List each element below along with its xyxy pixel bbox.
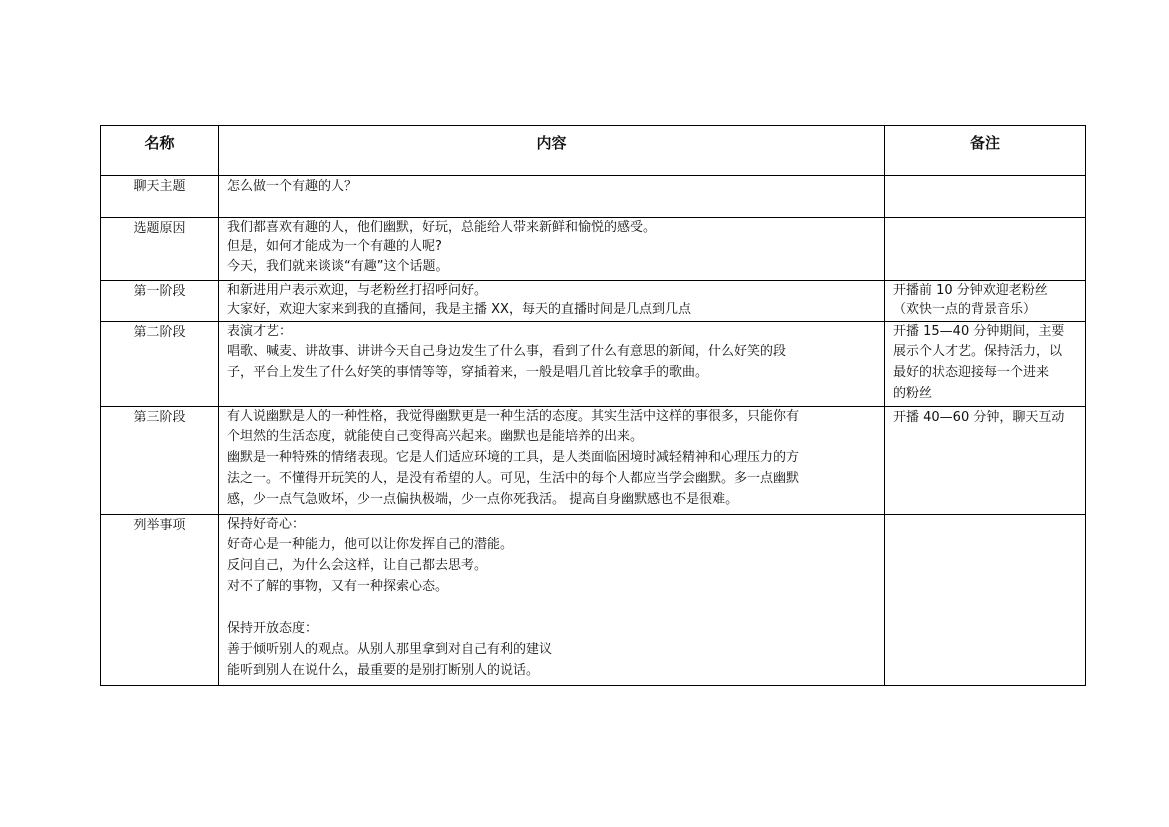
content-line-blank <box>227 597 876 618</box>
content-line: 法之一。不懂得开玩笑的人，是没有希望的人。可见，生活中的每个人都应当学会幽默。多一点幽默 <box>227 471 800 486</box>
header-name: 名称 <box>101 126 219 176</box>
table-row <box>101 281 1086 322</box>
content-line: 幽默是一种特殊的情绪表现。它是人们适应环境的工具，是人类面临困境时减轻精神和心理压力的方 <box>227 450 800 465</box>
row-notes <box>885 515 1086 686</box>
notes-line: 开播 40—60 分钟，聊天互动 <box>893 410 1065 425</box>
content-line: 对不了解的事物，又有一种探索心态。 <box>227 579 449 594</box>
row-notes <box>885 218 1086 281</box>
table-row <box>101 322 1086 407</box>
content-line: 大家好，欢迎大家来到我的直播间，我是主播 XX，每天的直播时间是几点到几点 <box>227 302 691 317</box>
row-name: 第二阶段 <box>101 322 219 407</box>
content-line: 保持开放态度： <box>227 621 319 636</box>
content-line: 和新进用户表示欢迎，与老粉丝打招呼问好。 <box>227 283 488 298</box>
content-line: 表演才艺： <box>227 324 293 339</box>
content-line: 个坦然的生活态度，就能使自己变得高兴起来。幽默也是能培养的出来。 <box>227 429 644 444</box>
row-name: 聊天主题 <box>101 176 219 218</box>
row-notes <box>885 322 1086 407</box>
header-notes: 备注 <box>885 126 1086 176</box>
row-name: 列举事项 <box>101 515 219 686</box>
notes-line: （欢快一点的背景音乐） <box>893 302 1037 317</box>
row-content <box>219 407 885 515</box>
content-line: 反问自己，为什么会这样，让自己都去思考。 <box>227 558 488 573</box>
row-content <box>219 515 885 686</box>
notes-line: 的粉丝 <box>893 386 933 401</box>
row-notes <box>885 407 1086 515</box>
table-row <box>101 407 1086 515</box>
row-content <box>219 176 885 218</box>
table-row <box>101 218 1086 281</box>
notes-line: 开播前 10 分钟欢迎老粉丝 <box>893 283 1048 298</box>
content-line: 感，少一点气急败坏，少一点偏执极端，少一点你死我活。 提高自身幽默感也不是很难。 <box>227 492 739 507</box>
content-line: 怎么做一个有趣的人？ <box>227 179 358 194</box>
content-line: 我们都喜欢有趣的人，他们幽默，好玩，总能给人带来新鲜和愉悦的感受。 <box>227 220 657 235</box>
table-row <box>101 176 1086 218</box>
row-notes <box>885 281 1086 322</box>
row-content <box>219 218 885 281</box>
notes-line: 展示个人才艺。保持活力，以 <box>893 344 1063 359</box>
row-name: 第三阶段 <box>101 407 219 515</box>
row-notes <box>885 176 1086 218</box>
content-line: 保持好奇心： <box>227 517 306 532</box>
content-line: 能听到别人在说什么，最重要的是别打断别人的说话。 <box>227 663 540 678</box>
row-name: 选题原因 <box>101 218 219 281</box>
content-line: 善于倾听别人的观点。从别人那里拿到对自己有利的建议 <box>227 642 553 657</box>
content-line: 但是，如何才能成为一个有趣的人呢? <box>227 239 442 254</box>
table-row <box>101 515 1086 686</box>
content-line: 子，平台上发生了什么好笑的事情等等，穿插着来，一般是唱几首比较拿手的歌曲。 <box>227 365 709 380</box>
notes-line: 最好的状态迎接每一个进来 <box>893 365 1050 380</box>
header-content: 内容 <box>219 126 885 176</box>
row-content <box>219 322 885 407</box>
content-line: 今天，我们就来谈谈“有趣”这个话题。 <box>227 259 449 274</box>
plan-table <box>100 125 1086 686</box>
header-row <box>101 126 1086 176</box>
content-line: 唱歌、喊麦、讲故事、讲讲今天自己身边发生了什么事，看到了什么有意思的新闻，什么好笑的段 <box>227 344 787 359</box>
content-line: 有人说幽默是人的一种性格，我觉得幽默更是一种生活的态度。其实生活中这样的事很多，只能你有 <box>227 409 800 424</box>
content-line: 好奇心是一种能力，他可以让你发挥自己的潜能。 <box>227 537 514 552</box>
notes-line: 开播 15—40 分钟期间，主要 <box>893 324 1065 339</box>
row-name: 第一阶段 <box>101 281 219 322</box>
row-content <box>219 281 885 322</box>
